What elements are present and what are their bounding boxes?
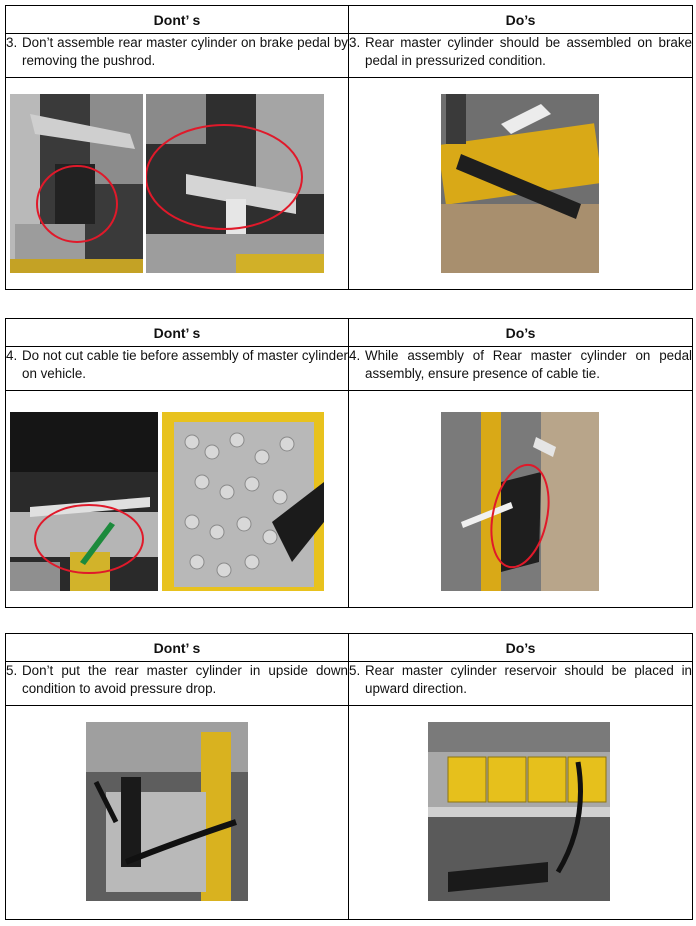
photo-master-cylinder-pressurized [441, 94, 599, 273]
instruction-text: While assembly of Rear master cylinder on pedal assembly, ensure presence of cable tie. [365, 348, 692, 381]
do-instruction [349, 34, 693, 78]
dont-header: Dont’ s [6, 634, 349, 662]
item-number: 5. [6, 663, 18, 678]
photo-brake-pedal-pushrod [10, 94, 143, 273]
do-header: Do’s [349, 6, 693, 34]
item-number: 3. [349, 35, 361, 50]
dont-header: Dont’ s [6, 319, 349, 347]
dos-donts-table-3 [5, 633, 693, 920]
do-photos [349, 391, 693, 608]
dos-donts-table-1 [5, 5, 693, 290]
photo-cable-tie-present [441, 412, 599, 591]
dont-header: Dont’ s [6, 6, 349, 34]
item-number: 4. [6, 348, 18, 363]
photo-nuts-tray [162, 412, 324, 591]
dont-instruction [6, 662, 349, 706]
dos-donts-table-2 [5, 318, 693, 608]
photo-cylinder-upside-down [86, 722, 248, 901]
dont-photos [6, 391, 349, 608]
do-photos [349, 78, 693, 290]
photo-cable-tie-cut [10, 412, 158, 591]
instruction-text: Rear master cylinder reservoir should be placed in upward direction. [365, 663, 692, 696]
item-number: 5. [349, 663, 361, 678]
do-instruction [349, 662, 693, 706]
do-photos [349, 706, 693, 920]
do-instruction [349, 347, 693, 391]
instruction-text: Rear master cylinder should be assembled on brake pedal in pressurized condition. [365, 35, 692, 68]
dont-photos [6, 78, 349, 290]
instruction-text: Don’t assemble rear master cylinder on brake pedal by removing the pushrod. [22, 35, 348, 68]
dont-photos [6, 706, 349, 920]
item-number: 3. [6, 35, 18, 50]
instruction-text: Do not cut cable tie before assembly of master cylinder on vehicle. [22, 348, 348, 381]
dont-instruction [6, 34, 349, 78]
item-number: 4. [349, 348, 361, 363]
dont-instruction [6, 347, 349, 391]
photo-pedal-assembly [146, 94, 324, 273]
do-header: Do’s [349, 634, 693, 662]
do-header: Do’s [349, 319, 693, 347]
photo-reservoir-upward [428, 722, 610, 901]
instruction-text: Don’t put the rear master cylinder in upside down condition to avoid pressure drop. [22, 663, 348, 696]
